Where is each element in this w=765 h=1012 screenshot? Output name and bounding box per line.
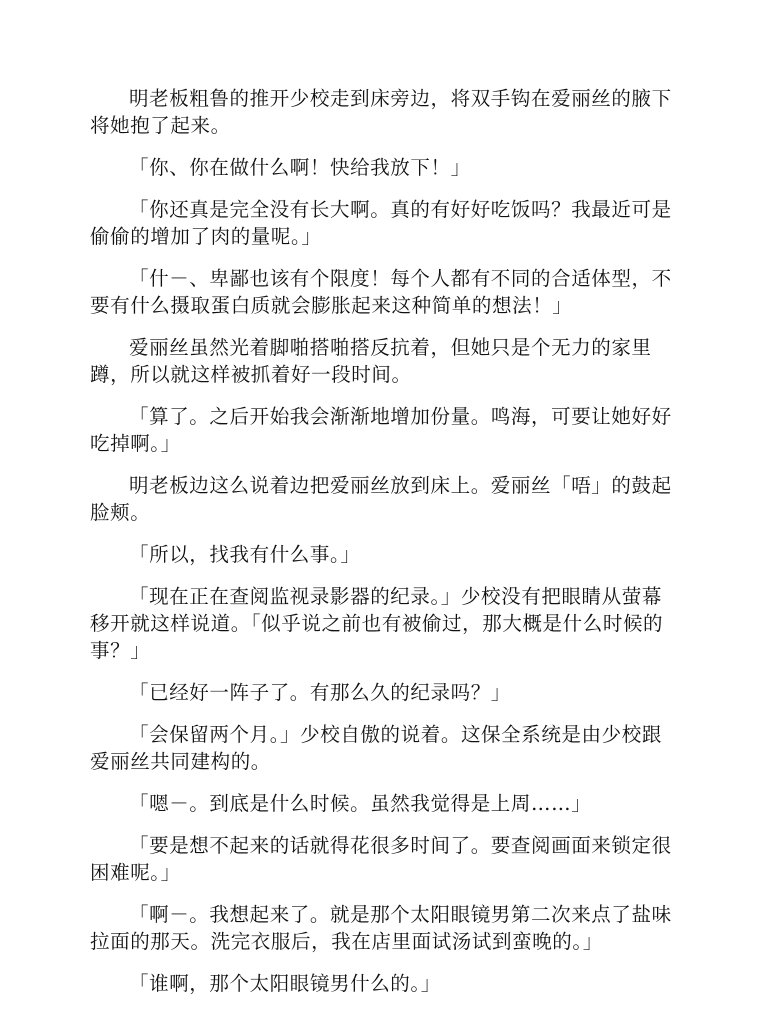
paragraph: 「啊－。我想起来了。就是那个太阳眼镜男第二次来点了盐味拉面的那天。洗完衣服后，我在店里面试汤试到蛮晚的。」 [90,903,672,953]
paragraph: 「现在正在查阅监视录影器的纪录。」少校没有把眼睛从萤幕移开就这样说道。「似乎说之前也有被偷过，那大概是什么时候的事？」 [90,585,664,662]
paragraph: 「嗯－。到底是什么时候。虽然我觉得是上周……」 [129,792,592,815]
paragraph: 「谁啊，那个太阳眼镜男什么的。」 [129,972,441,995]
paragraph: 「你、你在做什么啊！快给我放下！」 [129,156,471,179]
paragraph: 「算了。之后开始我会渐渐地增加份量。鸣海，可要让她好好吃掉啊。」 [90,405,672,455]
paragraph: 「所以，找我有什么事。」 [129,543,361,566]
paragraph: 明老板粗鲁的推开少校走到床旁边，将双手钩在爱丽丝的腋下将她抱了起来。 [90,87,672,137]
paragraph: 「会保留两个月。」少校自傲的说着。这保全系统是由少校跟爱丽丝共同建构的。 [90,723,662,773]
paragraph: 「什－、卑鄙也该有个限度！每个人都有不同的合适体型，不要有什么摄取蛋白质就会膨胀起来这种简单的想法！」 [90,267,672,317]
paragraph: 「你还真是完全没有长大啊。真的有好好吃饭吗？我最近可是偷偷的增加了肉的量呢。」 [90,198,672,248]
document-body [90,85,680,1012]
paragraph: 「已经好一阵子了。有那么久的纪录吗？」 [129,681,511,704]
paragraph: 爱丽丝虽然光着脚啪搭啪搭反抗着，但她只是个无力的家里蹲，所以就这样被抓着好一段时间。 [90,336,652,386]
paragraph: 「要是想不起来的话就得花很多时间了。要查阅画面来锁定很困难呢。」 [90,834,672,884]
paragraph: 明老板边这么说着边把爱丽丝放到床上。爱丽丝「唔」的鼓起脸颊。 [90,474,672,524]
